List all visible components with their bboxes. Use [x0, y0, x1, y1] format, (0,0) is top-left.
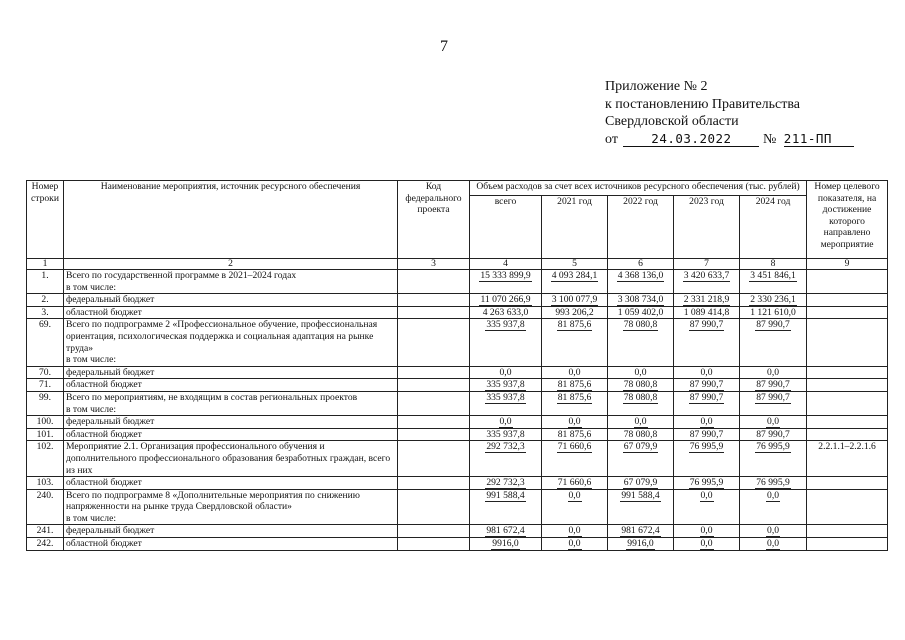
table-row: [27, 538, 888, 551]
appendix-title: Приложение № 2: [605, 79, 708, 94]
cell-2022: 0,0: [608, 366, 674, 379]
cell-2024: 76 995,9: [740, 477, 807, 490]
cell-federal-code: [398, 477, 470, 490]
cell-name: областной бюджет: [64, 538, 398, 551]
cell-federal-code: [398, 538, 470, 551]
cell-row-number: 103.: [27, 477, 64, 490]
cell-2024: 0,0: [740, 538, 807, 551]
cell-total: 292 732,3: [470, 441, 542, 477]
header-2023: 2023 год: [674, 196, 740, 259]
cell-federal-code: [398, 379, 470, 392]
cell-2024: 0,0: [740, 416, 807, 429]
column-index: 2: [64, 259, 398, 270]
cell-total: 335 937,8: [470, 319, 542, 366]
column-index: 8: [740, 259, 807, 270]
cell-target: [807, 379, 888, 392]
cell-2023: 1 089 414,8: [674, 306, 740, 319]
cell-2023: 0,0: [674, 538, 740, 551]
cell-2024: 0,0: [740, 489, 807, 525]
table-row: [27, 294, 888, 307]
cell-2022: 78 080,8: [608, 379, 674, 392]
cell-2024: 87 990,7: [740, 391, 807, 415]
cell-total: 0,0: [470, 366, 542, 379]
column-index: 7: [674, 259, 740, 270]
cell-2023: 76 995,9: [674, 441, 740, 477]
cell-row-number: 101.: [27, 428, 64, 441]
cell-name: федеральный бюджет: [64, 366, 398, 379]
table-row: [27, 379, 888, 392]
cell-name: Всего по подпрограмме 8 «Дополнительные мероприятия по снижению напряженности на рынке труда Свердловской области» в том числе:: [64, 489, 398, 525]
cell-2023: 0,0: [674, 416, 740, 429]
cell-2021: 81 875,6: [542, 319, 608, 366]
cell-2023: 87 990,7: [674, 319, 740, 366]
cell-2021: 0,0: [542, 416, 608, 429]
cell-target: 2.2.1.1–2.2.1.6: [807, 441, 888, 477]
cell-2022: 981 672,4: [608, 525, 674, 538]
cell-name: областной бюджет: [64, 379, 398, 392]
appendix-date-line: [605, 131, 854, 149]
cell-2022: 3 308 734,0: [608, 294, 674, 307]
cell-2022: 67 079,9: [608, 441, 674, 477]
table-row: [27, 525, 888, 538]
cell-2021: 4 093 284,1: [542, 270, 608, 294]
cell-row-number: 102.: [27, 441, 64, 477]
cell-name: федеральный бюджет: [64, 294, 398, 307]
cell-name: областной бюджет: [64, 428, 398, 441]
cell-2023: 2 331 218,9: [674, 294, 740, 307]
cell-2022: 78 080,8: [608, 391, 674, 415]
header-federal-code: Код федерального проекта: [398, 181, 470, 259]
table-row: [27, 477, 888, 490]
cell-2021: 71 660,6: [542, 477, 608, 490]
cell-row-number: 242.: [27, 538, 64, 551]
cell-2021: 0,0: [542, 366, 608, 379]
cell-2021: 81 875,6: [542, 428, 608, 441]
cell-2021: 0,0: [542, 489, 608, 525]
column-index: 4: [470, 259, 542, 270]
table-row: [27, 306, 888, 319]
cell-total: 335 937,8: [470, 428, 542, 441]
cell-row-number: 70.: [27, 366, 64, 379]
cell-name: Всего по государственной программе в 2021–2024 годах в том числе:: [64, 270, 398, 294]
cell-target: [807, 391, 888, 415]
table-row: [27, 391, 888, 415]
cell-row-number: 2.: [27, 294, 64, 307]
cell-2024: 2 330 236,1: [740, 294, 807, 307]
cell-total: 335 937,8: [470, 391, 542, 415]
cell-federal-code: [398, 319, 470, 366]
cell-target: [807, 270, 888, 294]
header-2024: 2024 год: [740, 196, 807, 259]
header-2021: 2021 год: [542, 196, 608, 259]
table-row: [27, 489, 888, 525]
cell-2024: 0,0: [740, 366, 807, 379]
column-index: 5: [542, 259, 608, 270]
table-row: [27, 366, 888, 379]
cell-federal-code: [398, 428, 470, 441]
cell-name: Всего по подпрограмме 2 «Профессиональное обучение, профессиональная ориентация, психологическая поддержка и социальная адаптация на рынке труда» в том числе:: [64, 319, 398, 366]
cell-row-number: 241.: [27, 525, 64, 538]
cell-2023: 0,0: [674, 366, 740, 379]
cell-federal-code: [398, 391, 470, 415]
cell-target: [807, 294, 888, 307]
cell-2023: 87 990,7: [674, 379, 740, 392]
cell-row-number: 71.: [27, 379, 64, 392]
cell-total: 0,0: [470, 416, 542, 429]
cell-name: Всего по мероприятиям, не входящим в состав региональных проектов в том числе:: [64, 391, 398, 415]
cell-2022: 78 080,8: [608, 319, 674, 366]
column-index: 9: [807, 259, 888, 270]
cell-2023: 76 995,9: [674, 477, 740, 490]
header-row-number: Номер строки: [27, 181, 64, 259]
cell-2023: 3 420 633,7: [674, 270, 740, 294]
cell-row-number: 99.: [27, 391, 64, 415]
cell-row-number: 3.: [27, 306, 64, 319]
header-2022: 2022 год: [608, 196, 674, 259]
cell-target: [807, 525, 888, 538]
cell-2021: 0,0: [542, 525, 608, 538]
cell-2021: 81 875,6: [542, 379, 608, 392]
cell-name: федеральный бюджет: [64, 525, 398, 538]
header-volume: Объем расходов за счет всех источников ресурсного обеспечения (тыс. рублей): [470, 181, 807, 196]
cell-2021: 0,0: [542, 538, 608, 551]
cell-target: [807, 489, 888, 525]
appendix-resolution: к постановлению Правительства: [605, 96, 801, 112]
header-target: Номер целевого показателя, на достижение которого направлено мероприятие: [807, 181, 888, 259]
table-row: [27, 441, 888, 477]
cell-row-number: 69.: [27, 319, 64, 366]
appendix-block: [605, 78, 854, 148]
cell-row-number: 1.: [27, 270, 64, 294]
cell-2023: 0,0: [674, 489, 740, 525]
cell-2022: 4 368 136,0: [608, 270, 674, 294]
cell-federal-code: [398, 366, 470, 379]
cell-2022: 991 588,4: [608, 489, 674, 525]
column-index: 3: [398, 259, 470, 270]
header-name: Наименование мероприятия, источник ресурсного обеспечения: [64, 181, 398, 259]
cell-2021: 3 100 077,9: [542, 294, 608, 307]
cell-2024: 87 990,7: [740, 319, 807, 366]
column-index: 6: [608, 259, 674, 270]
cell-2021: 71 660,6: [542, 441, 608, 477]
cell-total: 981 672,4: [470, 525, 542, 538]
table-header-row: [27, 181, 888, 196]
cell-2024: 1 121 610,0: [740, 306, 807, 319]
cell-total: 9916,0: [470, 538, 542, 551]
cell-2024: 87 990,7: [740, 428, 807, 441]
cell-federal-code: [398, 441, 470, 477]
cell-2023: 0,0: [674, 525, 740, 538]
cell-total: 11 070 266,9: [470, 294, 542, 307]
column-index: 1: [27, 259, 64, 270]
cell-target: [807, 319, 888, 366]
budget-table: [26, 180, 888, 551]
cell-2022: 67 079,9: [608, 477, 674, 490]
cell-federal-code: [398, 525, 470, 538]
resolution-number: 211-ПП: [784, 131, 854, 147]
cell-2024: 0,0: [740, 525, 807, 538]
cell-name: федеральный бюджет: [64, 416, 398, 429]
cell-name: Мероприятие 2.1. Организация профессионального обучения и дополнительного профессионального образования безработных граждан, всего из них: [64, 441, 398, 477]
cell-name: областной бюджет: [64, 306, 398, 319]
cell-federal-code: [398, 294, 470, 307]
cell-2024: 87 990,7: [740, 379, 807, 392]
cell-target: [807, 538, 888, 551]
table-row: [27, 270, 888, 294]
page-number: 7: [440, 38, 448, 55]
cell-2021: 81 875,6: [542, 391, 608, 415]
cell-2023: 87 990,7: [674, 428, 740, 441]
column-index-row: [27, 259, 888, 270]
table-row: [27, 428, 888, 441]
cell-federal-code: [398, 270, 470, 294]
cell-federal-code: [398, 306, 470, 319]
cell-total: 15 333 899,9: [470, 270, 542, 294]
cell-row-number: 240.: [27, 489, 64, 525]
cell-2022: 1 059 402,0: [608, 306, 674, 319]
cell-2022: 9916,0: [608, 538, 674, 551]
cell-federal-code: [398, 489, 470, 525]
cell-2021: 993 206,2: [542, 306, 608, 319]
cell-total: 292 732,3: [470, 477, 542, 490]
cell-2023: 87 990,7: [674, 391, 740, 415]
cell-2024: 76 995,9: [740, 441, 807, 477]
appendix-region: Свердловской области: [605, 114, 739, 129]
cell-total: 4 263 633,0: [470, 306, 542, 319]
cell-total: 991 588,4: [470, 489, 542, 525]
cell-2022: 78 080,8: [608, 428, 674, 441]
cell-name: областной бюджет: [64, 477, 398, 490]
table-row: [27, 319, 888, 366]
number-prefix: №: [762, 131, 777, 147]
date-prefix: от: [605, 131, 618, 147]
cell-total: 335 937,8: [470, 379, 542, 392]
header-total: всего: [470, 196, 542, 259]
table-row: [27, 416, 888, 429]
cell-target: [807, 416, 888, 429]
cell-target: [807, 366, 888, 379]
resolution-date: 24.03.2022: [623, 131, 759, 147]
cell-2024: 3 451 846,1: [740, 270, 807, 294]
cell-target: [807, 306, 888, 319]
cell-row-number: 100.: [27, 416, 64, 429]
cell-target: [807, 477, 888, 490]
cell-federal-code: [398, 416, 470, 429]
cell-2022: 0,0: [608, 416, 674, 429]
cell-target: [807, 428, 888, 441]
